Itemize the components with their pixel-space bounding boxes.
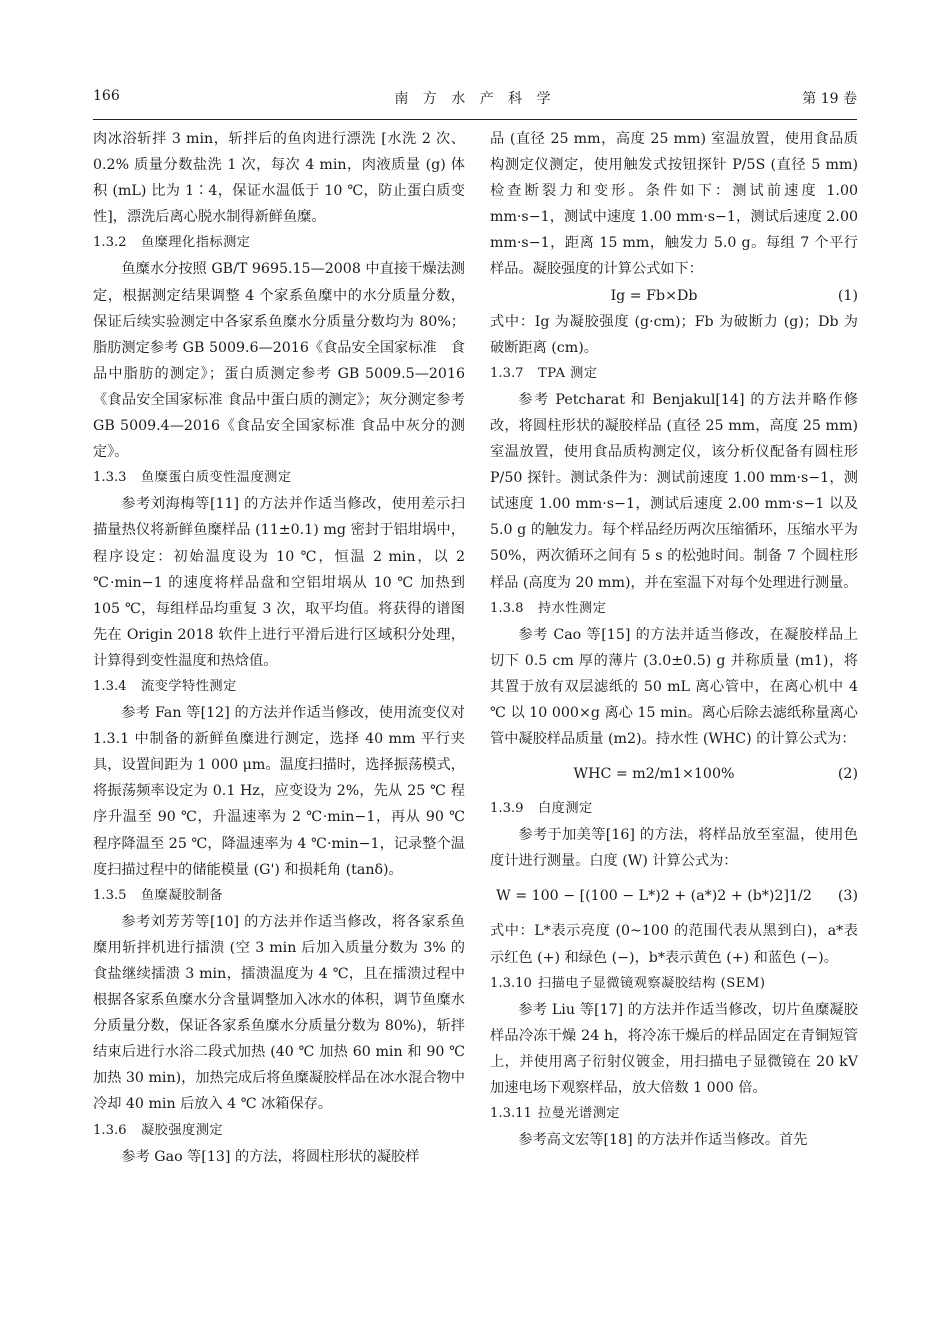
section-number: 1.3.8: [490, 600, 524, 616]
section-title: 鱼糜理化指标测定: [141, 235, 251, 251]
section-number: 1.3.2: [93, 235, 127, 251]
paragraph: 式中：Ig 为凝胶强度 (g·cm)；Fb 为破断力 (g)；Db 为破断距离 (cm)。: [490, 313, 858, 356]
section-title: 凝胶强度测定: [141, 1122, 224, 1138]
equation: [490, 283, 858, 309]
header-rule: [93, 119, 857, 120]
section-heading: [490, 361, 858, 387]
section-number: 1.3.6: [93, 1122, 127, 1138]
paragraph: 参考 Fan 等[12] 的方法并作适当修改，使用流变仪对 1.3.1 中制备的新鲜鱼糜进行测定，选择 40 mm 平行夹具，设置间距为 1 000 μm。温度扫描时，选择振荡模式，将振荡频率设定为 0.1 Hz，应变设为 2%，先从 25 ℃ 程序升温至 90 ℃，升温速率为 2 ℃·min−1，再从 90 ℃ 程序降温至 25 ℃，降温速率为 4 ℃·min−1，记录整个温度扫描过程中的储能模量 (G') 和损耗角 (tanδ)。: [93, 705, 465, 878]
section-number: 1.3.5: [93, 887, 127, 903]
equation-number: (2): [837, 766, 858, 783]
equation-formula: Ig = Fb×Db: [610, 287, 698, 304]
section-title: 扫描电子显微镜观察凝胶结构 (SEM): [538, 975, 766, 991]
section-title: 拉曼光谱测定: [538, 1106, 621, 1122]
paragraph: 参考 Liu 等[17] 的方法并作适当修改，切片鱼糜凝胶样品冷冻干燥 24 h，将冷冻干燥后的样品固定在青铜短管上，并使用离子衍射仪镀金，用扫描电子显微镜在 20 kV 加速电场下观察样品，放大倍数 1 000 倍。: [490, 1001, 858, 1096]
section-heading: [490, 971, 858, 997]
paragraph: 参考高文宏等[18] 的方法并作适当修改。首先: [518, 1132, 808, 1149]
left-column: [93, 126, 465, 1170]
paragraph: 肉冰浴斩拌 3 min，斩拌后的鱼肉进行漂洗 [水洗 2 次、0.2% 质量分数盐洗 1 次，每次 4 min，肉液质量 (g) 体积 (mL) 比为 1∶4，保证水温低于 10 ℃，防止蛋白质变性]，漂洗后离心脱水制得新鲜鱼糜。: [93, 131, 465, 226]
volume-label: 第 19 卷: [802, 91, 857, 107]
section-title: 鱼糜蛋白质变性温度测定: [141, 470, 292, 486]
equation: [490, 874, 858, 918]
section-heading: [93, 230, 465, 256]
section-title: TPA 测定: [538, 365, 598, 381]
section-heading: [93, 465, 465, 491]
right-column: [490, 126, 858, 1153]
section-title: 持水性测定: [538, 600, 607, 616]
section-number: 1.3.11: [490, 1106, 532, 1122]
equation-number: (3): [837, 888, 858, 905]
section-title: 白度测定: [538, 801, 593, 817]
paragraph: 参考刘海梅等[11] 的方法并作适当修改，使用差示扫描量热仪将新鲜鱼糜样品 (11±0.1) mg 密封于铝坩埚中，程序设定：初始温度设为 10 ℃，恒温 2 min，以 2 ℃·min−1 的速度将样品盘和空铝坩埚从 10 ℃ 加热到 105 ℃，每组样品均重复 3 次，取平均值。将获得的谱图先在 Origin 2018 软件上进行平滑后进行区域积分处理，计算得到变性温度和热焓值。: [93, 496, 465, 669]
section-number: 1.3.3: [93, 470, 127, 486]
equation-number: (1): [837, 287, 858, 304]
section-number: 1.3.7: [490, 365, 524, 381]
paragraph: 参考刘芳芳等[10] 的方法并作适当修改，将各家系鱼糜用斩拌机进行擂溃 (空 3 min 后加入质量分数为 3% 的食盐继续擂溃 3 min，擂溃温度为 4 ℃，且在擂溃过程中根据各家系鱼糜水分含量调整加入冰水的体积，调节鱼糜水分质量分数，保证各家系鱼糜水分质量分数为 80%)，斩拌结束后进行水浴二段式加热 (40 ℃ 加热 60 min 和 90 ℃ 加热 30 min)，加热完成后将鱼糜凝胶样品在冰水混合物中冷却 40 min 后放入 4 ℃ 冰箱保存。: [93, 913, 465, 1113]
section-heading: [490, 796, 858, 822]
section-title: 流变学特性测定: [141, 678, 237, 694]
section-heading: [93, 674, 465, 700]
section-number: 1.3.9: [490, 801, 524, 817]
paragraph: 参考 Gao 等[13] 的方法，将圆柱形状的凝胶样: [121, 1148, 420, 1165]
section-number: 1.3.4: [93, 678, 127, 694]
paragraph: 参考 Cao 等[15] 的方法并适当修改，在凝胶样品上切下 0.5 cm 厚的薄片 (3.0±0.5) g 并称质量 (m1)，将其置于放有双层滤纸的 50 mL 离心管中，在离心机中 4 ℃ 以 10 000×g 离心 15 min。离心后除去滤纸称量离心管中凝胶样品质量 (m2)。持水性 (WHC) 的计算公式为：: [490, 626, 858, 748]
paragraph: 鱼糜水分按照 GB/T 9695.15—2008 中直接干燥法测定，根据测定结果调整 4 个家系鱼糜中的水分质量分数，保证后续实验测定中各家系鱼糜水分质量分数均为 80%；脂肪测定参考 GB 5009.6—2016《食品安全国家标准 食品中脂肪的测定》；蛋白质测定参考 GB 5009.5—2016《食品安全国家标准 食品中蛋白质的测定》；灰分测定参考 GB 5009.4—2016《食品安全国家标准 食品中灰分的测定》。: [93, 261, 465, 461]
section-heading: [93, 1118, 465, 1144]
paragraph: 式中：L*表示亮度 (0~100 的范围代表从黑到白)，a*表示红色 (+) 和绿色 (−)，b*表示黄色 (+) 和蓝色 (−)。: [490, 923, 858, 966]
section-number: 1.3.10: [490, 975, 532, 991]
equation: [490, 752, 858, 796]
paragraph: 品 (直径 25 mm，高度 25 mm) 室温放置，使用食品质构测定仪测定，使用触发式按钮探针 P/5S (直径 5 mm) 检查断裂力和变形。条件如下：测试前速度 1.00 mm·s−1，测试中速度 1.00 mm·s−1，测试后速度 2.00 mm·s−1，距离 15 mm，触发力 5.0 g。每组 7 个平行样品。凝胶强度的计算公式如下：: [490, 131, 858, 278]
running-header: [93, 88, 857, 112]
section-heading: [490, 1101, 858, 1127]
equation-formula: WHC = m2/m1×100%: [573, 766, 735, 783]
paragraph: 参考于加美等[16] 的方法，将样品放至室温，使用色度计进行测量。白度 (W) 计算公式为：: [490, 827, 858, 870]
journal-title: 南 方 水 产 科 学: [394, 91, 556, 107]
equation-formula: W = 100 − [(100 − L*)2 + (a*)2 + (b*)2]1/2: [496, 888, 812, 905]
paragraph: 参考 Petcharat 和 Benjakul[14] 的方法并略作修改，将圆柱形状的凝胶样品 (直径 25 mm，高度 25 mm) 室温放置，使用食品质构测定仪，该分析仪配备有圆柱形 P/50 探针。测试条件为：测试前速度 1.00 mm·s−1，测试速度 1.00 mm·s−1，测试后速度 2.00 mm·s−1 以及 5.0 g 的触发力。每个样品经历两次压缩循环，压缩水平为 50%，两次循环之间有 5 s 的松弛时间。制备 7 个圆柱形样品 (高度为 20 mm)，并在室温下对每个处理进行测量。: [490, 391, 858, 591]
section-heading: [93, 883, 465, 909]
page-number: 166: [93, 88, 120, 104]
section-title: 鱼糜凝胶制备: [141, 887, 224, 903]
section-heading: [490, 596, 858, 622]
